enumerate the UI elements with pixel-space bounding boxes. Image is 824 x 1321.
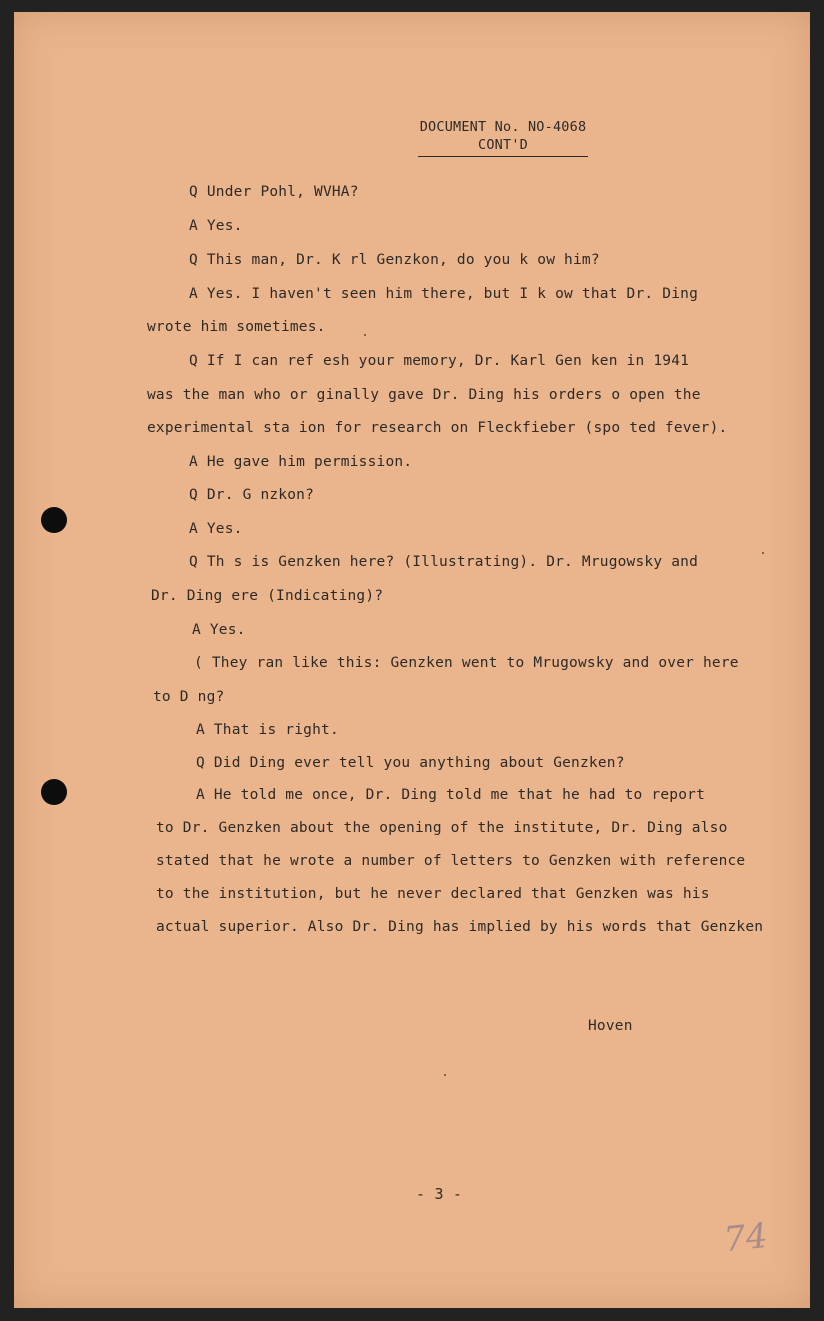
transcript-line: actual superior. Also Dr. Ding has implied by his words that Genzken (156, 919, 764, 935)
transcript-line: Q Under Pohl, WVHA? (189, 184, 359, 200)
continued-label: CONT'D (478, 137, 528, 153)
transcript-line: stated that he wrote a number of letters to Genzken with reference (156, 853, 746, 869)
handwritten-folio-number: 74 (722, 1215, 770, 1261)
paper-speck (364, 334, 366, 336)
paper-speck (762, 552, 764, 554)
transcript-line: Q Dr. G nzkon? (189, 487, 315, 503)
transcript-line: A He told me once, Dr. Ding told me that he had to report (196, 787, 705, 803)
transcript-line: A He gave him permission. (189, 454, 413, 470)
transcript-line: A That is right. (196, 722, 339, 738)
paper-speck (444, 1074, 446, 1076)
header-underline (418, 156, 588, 157)
transcript-line: to the institution, but he never declared that Genzken was his (156, 886, 710, 902)
transcript-line: A Yes. (189, 218, 243, 234)
document-number: DOCUMENT No. NO-4068 (419, 119, 587, 135)
signature-name: Hoven (588, 1018, 633, 1034)
transcript-line: wrote him sometimes. (147, 319, 326, 335)
punch-hole-lower (41, 779, 67, 805)
transcript-line: to Dr. Genzken about the opening of the institute, Dr. Ding also (156, 820, 728, 836)
transcript-line: was the man who or ginally gave Dr. Ding his orders o open the (147, 387, 701, 403)
document-header (418, 118, 588, 157)
transcript-line: Dr. Ding ere (Indicating)? (151, 588, 384, 604)
transcript-line: experimental sta ion for research on Fleckfieber (spo ted fever). (147, 420, 728, 436)
transcript-line: Q This man, Dr. K rl Genzkon, do you k ow him? (189, 252, 600, 268)
document-page (14, 12, 810, 1308)
transcript-line: Q If I can ref esh your memory, Dr. Karl Gen ken in 1941 (189, 353, 690, 369)
transcript-line: A Yes. I haven't seen him there, but I k ow that Dr. Ding (189, 286, 698, 302)
page-number: - 3 - (416, 1185, 463, 1203)
transcript-line: ( They ran like this: Genzken went to Mrugowsky and over here (194, 655, 739, 671)
transcript-line: to D ng? (153, 689, 225, 705)
transcript-line: Q Th s is Genzken here? (Illustrating). Dr. Mrugowsky and (189, 554, 698, 570)
transcript-line: A Yes. (192, 622, 246, 638)
transcript-line: A Yes. (189, 521, 243, 537)
transcript-line: Q Did Ding ever tell you anything about Genzken? (196, 755, 625, 771)
punch-hole-upper (41, 507, 67, 533)
